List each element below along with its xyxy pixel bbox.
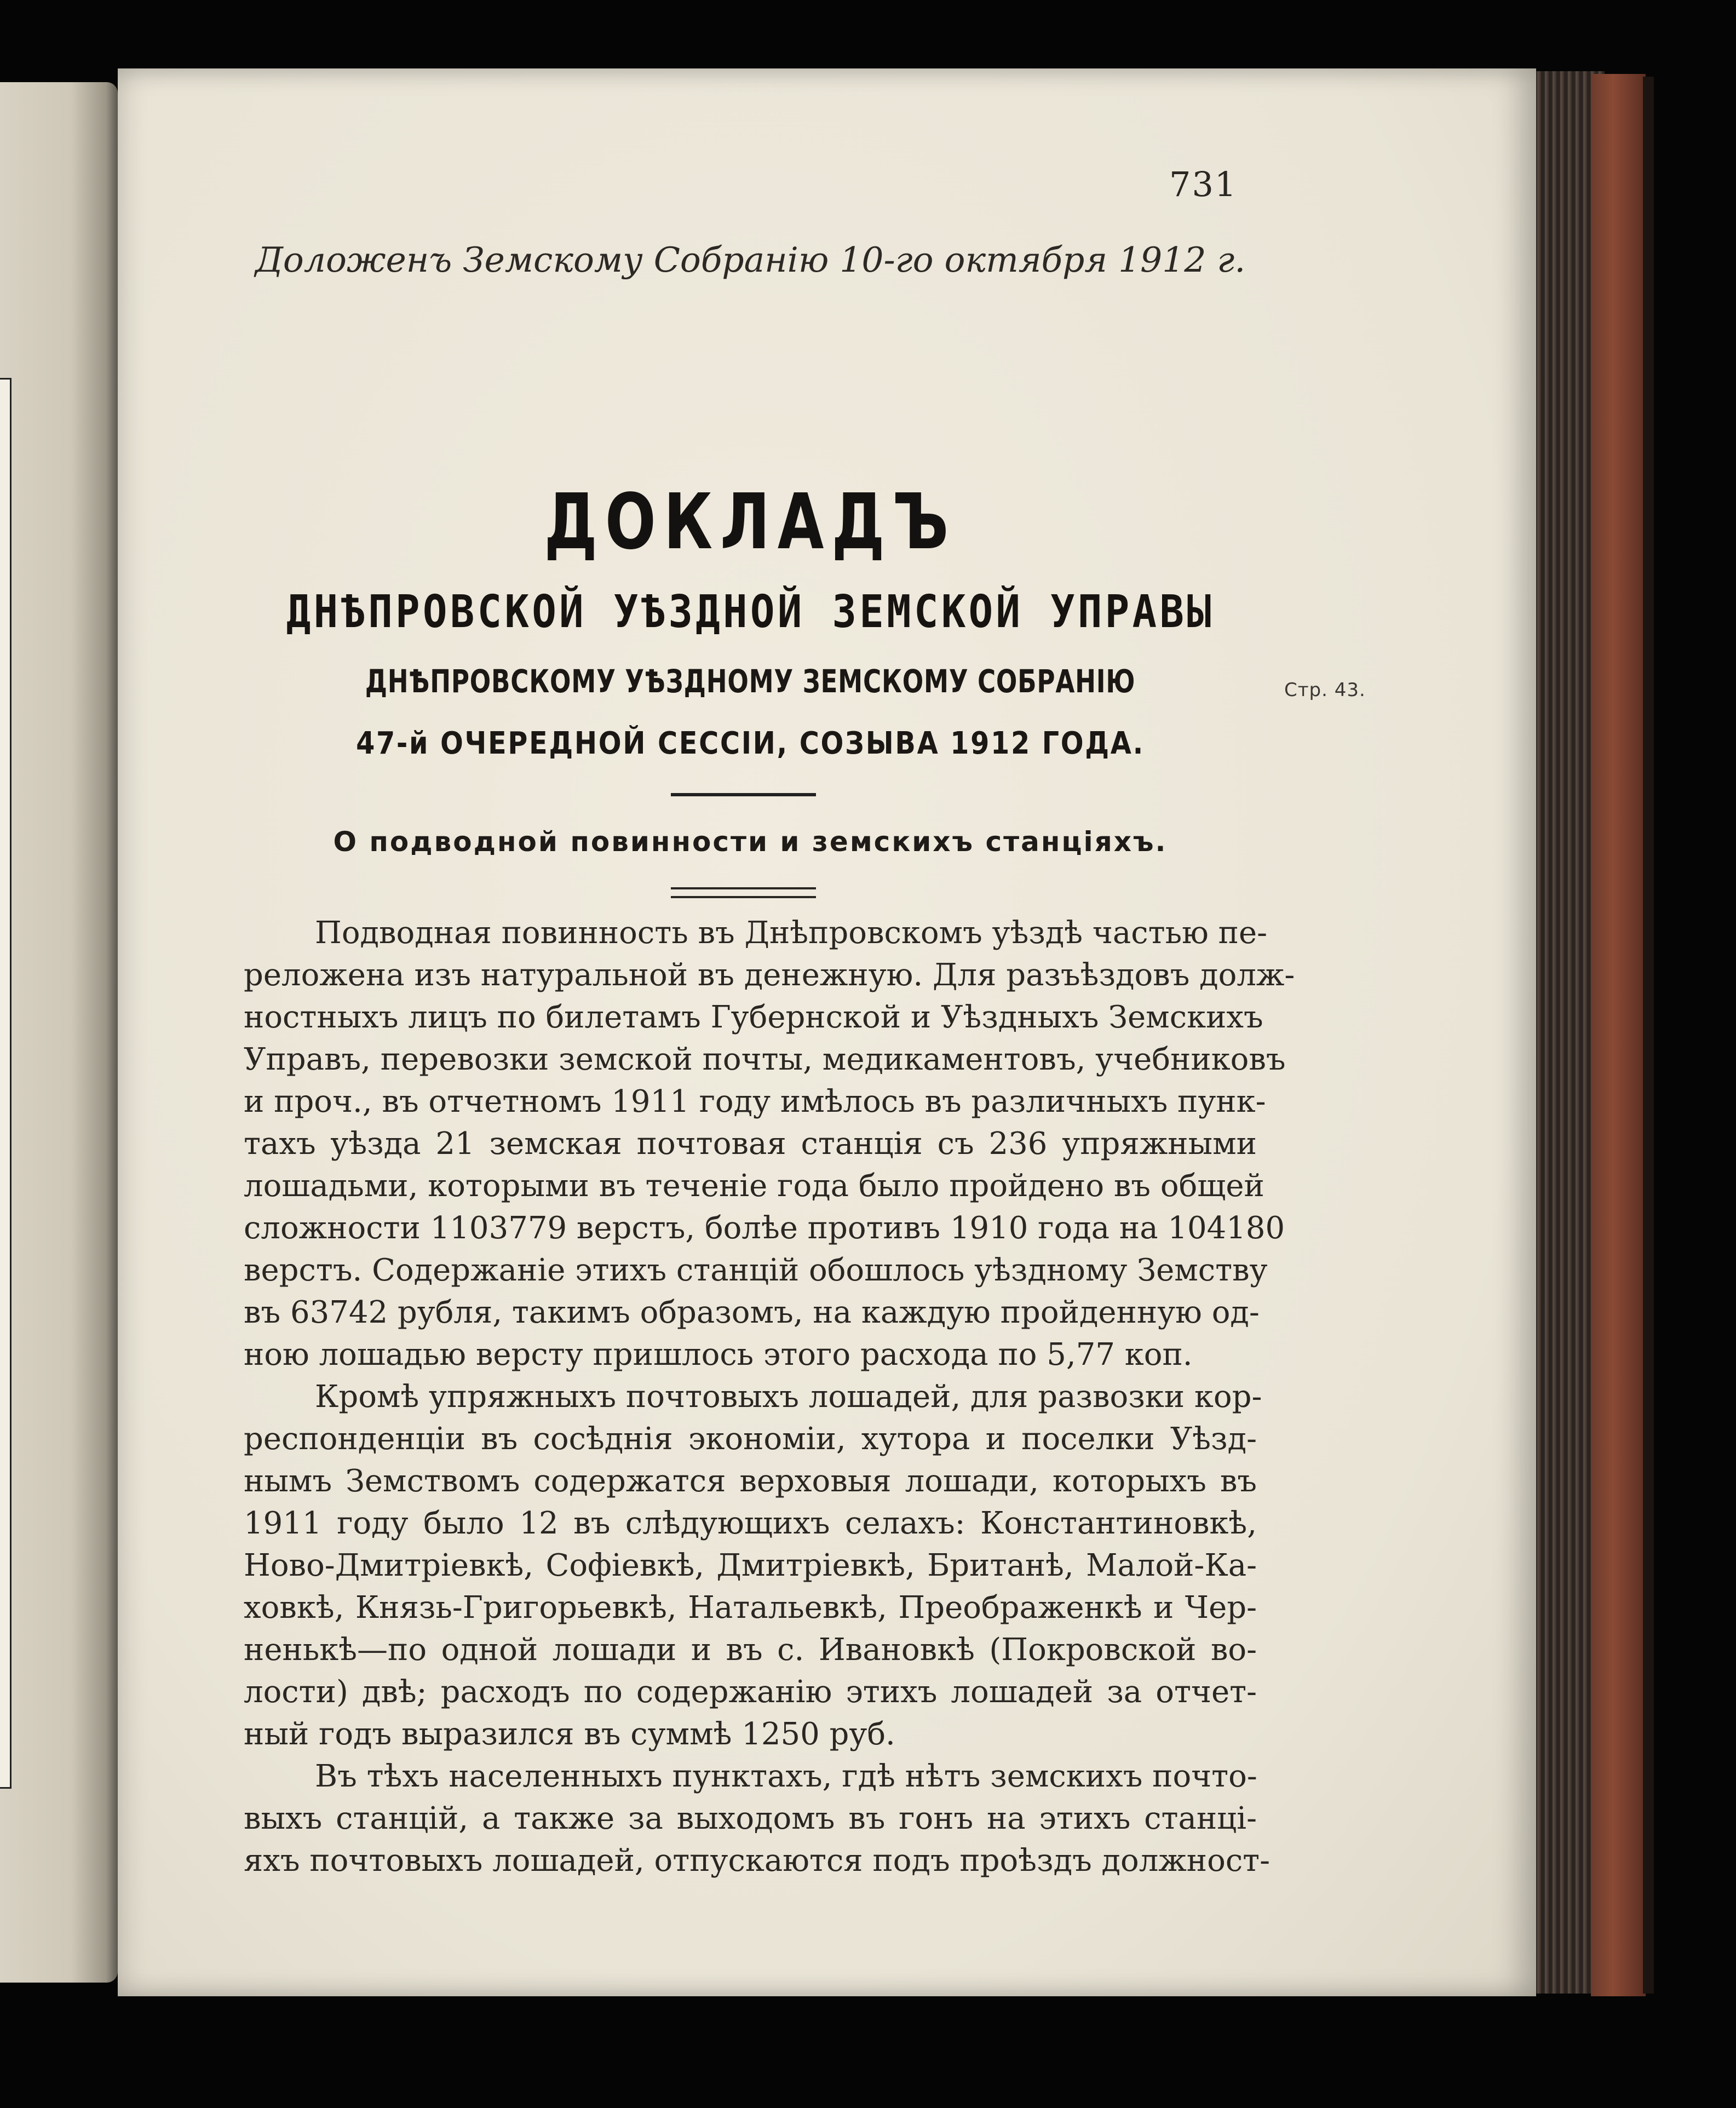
text-line: сложности 1103779 верстъ, болѣе противъ 1910 года на 104180 — [244, 1210, 1285, 1246]
section-subtitle: О подводной повинности и земскихъ станціяхъ. — [333, 826, 1168, 858]
text-line: въ 63742 рубля, такимъ образомъ, на каждую пройденную од- — [244, 1295, 1260, 1330]
text-line: Подводная повинность въ Днѣпровскомъ уѣздѣ частью пе- — [315, 915, 1268, 951]
page-number: 731 — [1169, 164, 1238, 204]
text-line: 1911 году было 12 въ слѣдующихъ селахъ: Константиновкѣ, — [244, 1506, 1257, 1541]
text-line: ховкѣ, Князь-Григорьевкѣ, Натальевкѣ, Преображенкѣ и Чер- — [244, 1590, 1257, 1625]
text-line: верстъ. Содержаніе этихъ станцій обошлось уѣздному Земству — [244, 1253, 1268, 1288]
text-line: лошадьми, которыми въ теченіе года было пройдено въ общей — [244, 1168, 1264, 1204]
document-title: ДОКЛАДЪ — [544, 478, 957, 567]
text-line: яхъ почтовыхъ лошадей, отпускаются подъ проѣздъ должност- — [244, 1843, 1271, 1879]
text-line: ностныхъ лицъ по билетамъ Губернской и Уѣздныхъ Земскихъ — [244, 1000, 1263, 1035]
text-line: ненькѣ—по одной лошади и въ с. Ивановкѣ (Покровской во- — [244, 1632, 1257, 1668]
text-line: и проч., въ отчетномъ 1911 году имѣлось въ различныхъ пунк- — [244, 1084, 1266, 1119]
text-line: респонденціи въ сосѣднія экономіи, хутора и поселки Уѣзд- — [244, 1421, 1257, 1457]
text-line: выхъ станцій, а также за выходомъ въ гонъ на этихъ станці- — [244, 1801, 1257, 1836]
text-line: нымъ Земствомъ содержатся верховыя лошади, которыхъ въ — [244, 1463, 1257, 1499]
text-line: Кромѣ упряжныхъ почтовыхъ лошадей, для развозки кор- — [315, 1379, 1262, 1415]
facing-page — [0, 82, 118, 1983]
book-cover-shadow — [1643, 77, 1654, 1994]
text-line: Въ тѣхъ населенныхъ пунктахъ, гдѣ нѣтъ земскихъ почто- — [315, 1759, 1257, 1794]
facing-page-edge — [0, 378, 12, 1789]
text-line: лости) двѣ; расходъ по содержанію этихъ лошадей за отчет- — [244, 1674, 1257, 1710]
text-line: Управъ, перевозки земской почты, медикаментовъ, учебниковъ — [244, 1042, 1286, 1077]
body-text — [244, 912, 1295, 1882]
session-heading: 47-й ОЧЕРЕДНОЙ СЕССІИ, СОЗЫВА 1912 ГОДА. — [356, 726, 1145, 761]
text-line: тахъ уѣзда 21 земская почтовая станція съ 236 упряжными — [244, 1126, 1257, 1162]
issuer-heading: ДНѢПРОВСКОЙ УѢЗДНОЙ ЗЕМСКОЙ УПРАВЫ — [286, 586, 1215, 638]
book-cover-edge — [1591, 74, 1646, 1996]
text-line: реложена изъ натуральной въ денежную. Для разъѣздовъ долж- — [244, 957, 1295, 993]
recipient-heading: ДНѢПРОВСКОМУ УѢЗДНОМУ ЗЕМСКОМУ СОБРАНІЮ — [365, 663, 1136, 700]
double-divider-rule — [671, 887, 816, 898]
side-reference: Стр. 43. — [1284, 679, 1366, 701]
text-line: ный годъ выразился въ суммѣ 1250 руб. — [244, 1716, 895, 1752]
divider-rule — [671, 793, 816, 796]
text-line: Ново-Дмитріевкѣ, Софіевкѣ, Дмитріевкѣ, Британѣ, Малой-Ка- — [244, 1548, 1257, 1583]
text-line: ною лошадью версту пришлось этого расхода по 5,77 коп. — [244, 1337, 1193, 1372]
dated-line: Доложенъ Земскому Собранію 10-го октября 1912 г. — [255, 240, 1246, 280]
